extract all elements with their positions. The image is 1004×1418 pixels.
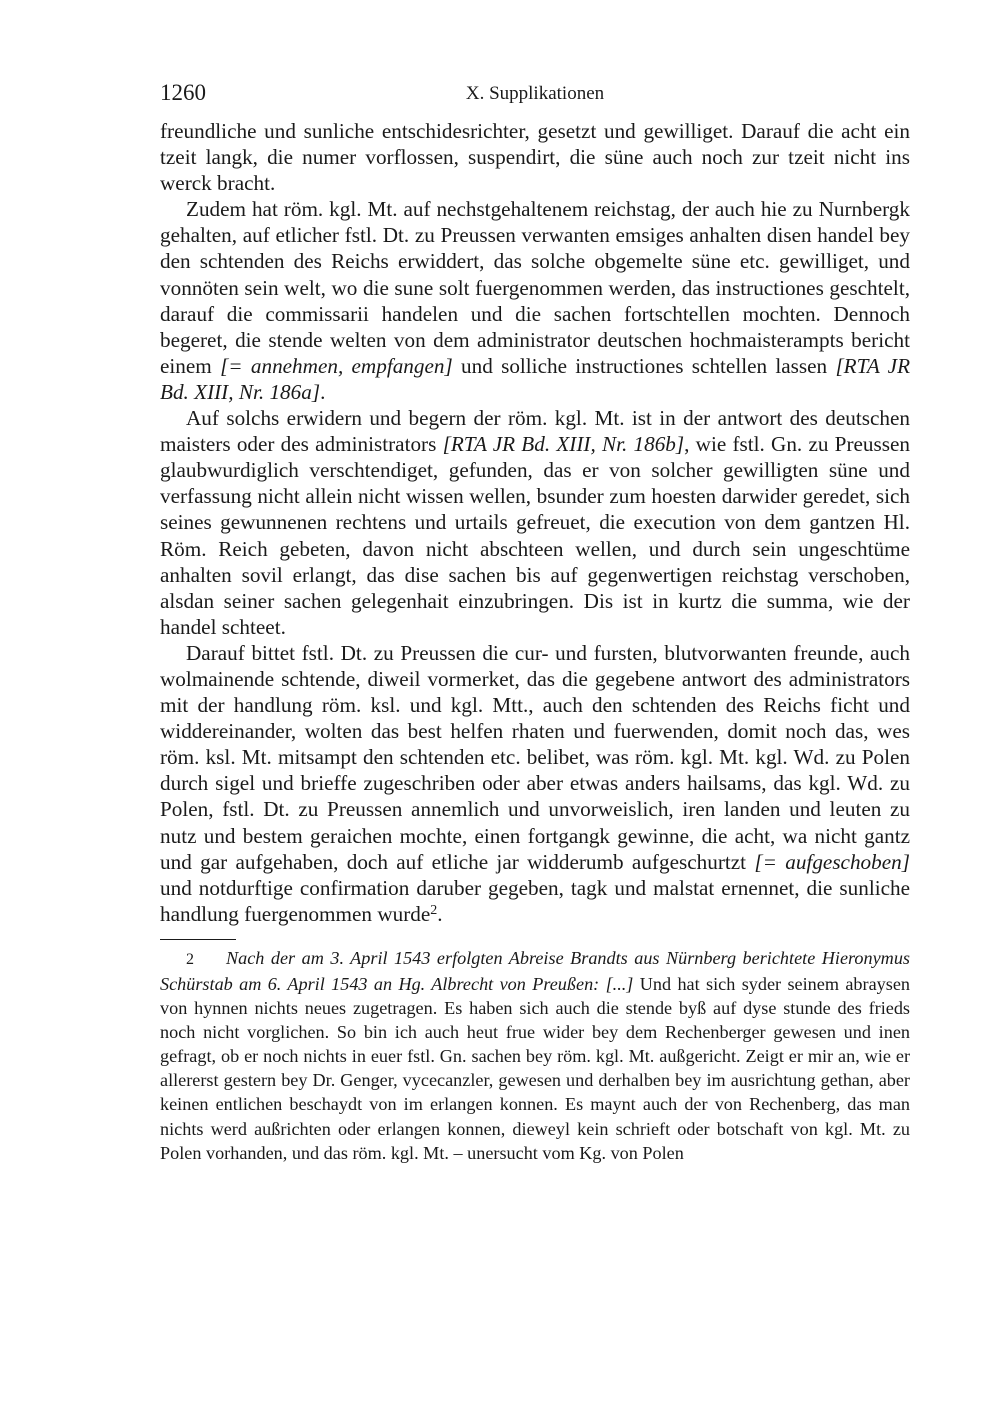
paragraph-2-reference: [RTA JR Bd. XIII, Nr. 186a] <box>160 353 911 404</box>
paragraph-3-reference: [RTA JR Bd. XIII, Nr. 186b] <box>442 432 685 457</box>
footnote-2-editorial: Nach der am 3. April 1543 erfolgten Abreise Brandts aus Nürnberg berichtete Hieronymus Schürstab am 6. April 1543 an Hg. Albrecht von Preußen: [...] <box>160 947 910 994</box>
paragraph-4-text-d: . <box>437 901 443 926</box>
paragraph-4-text-a: Darauf bittet fstl. Dt. zu Preussen die cur- und fursten, blutvorwanten freunde, auch wolmainende schtende, diweil vormerket, das die gegebene antwort des administrators mit der handlung röm. ksl. und kgl. Mtt., auch den schtenden des Reichs ficht und widdereinander, wolten das best helfen rhaten und fuerwenden, domit noch das, wes röm. ksl. Mt. mitsampt den schtenden etc. belibet, was röm. kgl. Mt. kgl. Wd. zu Polen durch sigel und brieffe zugeschriben oder aber etwas anders hailsams, das kgl. Wd. zu Polen, fstl. Dt. zu Preussen annemlich und unvorweislich, iren landen und leuten zu nutz und bestem geraichen mochte, einen fortgangk gewinne, die acht, wa nicht gantz und gar aufgehaben, doch auf etliche jar widderumb aufgeschurtzt <box>160 640 910 874</box>
footnote-2-quotation: Und hat sich syder seinem abraysen von hynnen nichts neues zugetragen. Es haben sich auch die stende byß auf dyse stunde des frieds noch nicht vorglichen. So bin ich auch heut frue wider bey dem Rechenberger gewesen und inen gefragt, ob er noch nichts in euer fstl. Gn. sachen bey röm. kgl. Mt. außgericht. Zeigt er mir an, wie er allererst gestern bey Dr. Genger, vycecanzler, gewesen und derhalben bey im ausrichtung gethan, aber keinen entlichen beschaydt von im erlangen konnen. Es maynt auch der von Rechenberg, das man nichts werd außrichten oder erlangen konnen, dieweyl kein schrieft oder botschaft von kgl. Mt. zu Polen vorhanden, und das röm. kgl. Mt. – unersucht vom Kg. von Polen <box>160 974 910 1163</box>
footnote-2 <box>160 946 910 1165</box>
main-text <box>160 118 910 927</box>
footnote-number: 2 <box>186 950 194 968</box>
section-title: X. Supplikationen <box>465 83 605 104</box>
paragraph-3-text-a: Auf solchs erwidern und begern der röm. kgl. Mt. ist in der antwort des deutschen maisters oder des administrators <box>160 406 910 457</box>
paragraph-2 <box>160 196 910 405</box>
paragraph-1 <box>160 118 910 196</box>
footnote-divider <box>160 939 236 940</box>
page <box>160 78 910 1165</box>
paragraph-2-text-a: Zudem hat röm. kgl. Mt. auf nechstgehaltenem reichstag, der auch hie zu Nurnbergk gehalten, auf etlicher fstl. Dt. zu Preussen verwanten emsiges anhalten disen handel bey den schtenden des Reichs erwiddert, das solche obgemelte süne etc. gewilliget, und vonnöten sein welt, wo die sune solt fuergenommen werden, das instructiones geschtelt, darauf die commissarii handelen und die sachen fortschtellen mochten. Dennoch begeret, die stende welten von dem administrator deutschen hochmaisterampts bericht einem <box>160 197 910 378</box>
paragraph-4 <box>160 640 910 927</box>
paragraph-2-text-c: und solliche instructiones schtellen lassen <box>461 353 828 378</box>
footnotes <box>160 946 910 1165</box>
paragraph-2-gloss: [= annehmen, empfangen] <box>220 353 453 378</box>
paragraph-1-text: freundliche und sunliche entschidesrichter, gesetzt und gewilliget. Darauf die acht ein tzeit langk, die numer vorflossen, suspendirt, die süne auch noch zur tzeit nicht ins werck bracht. <box>160 119 910 196</box>
footnote-reference[interactable]: 2 <box>430 902 438 918</box>
paragraph-2-text-e: . <box>320 379 326 404</box>
paragraph-4-text-c: und notdurftige confirmation daruber gegeben, tagk und malstat ernennet, die sunliche handlung fuergenommen wurde <box>160 875 910 926</box>
paragraph-4-gloss: [= aufgeschoben] <box>754 849 910 874</box>
paragraph-3 <box>160 405 910 640</box>
page-number: 1260 <box>160 80 206 105</box>
running-head <box>160 78 910 108</box>
paragraph-3-text-c: , wie fstl. Gn. zu Preussen glaubwurdiglich verschtendiget, gefunden, das er von solcher gewilligten süne und verfassung nicht allein nicht wissen wellen, bsunder zum hoesten darwider geredet, sich seines gewunnenen rechtens und urtails gefreuet, die execution von dem gantzen Hl. Röm. Reich gebeten, davon nicht abschteen wellen, und durch sein ungeschtüme anhalten sovil erlangt, das dise sachen bis auf gegenwertigen reichstag verschoben, alsdan seiner sachen gelegenhait einzubringen. Dis ist in kurtz die summa, wie der handel schteet. <box>160 432 910 639</box>
